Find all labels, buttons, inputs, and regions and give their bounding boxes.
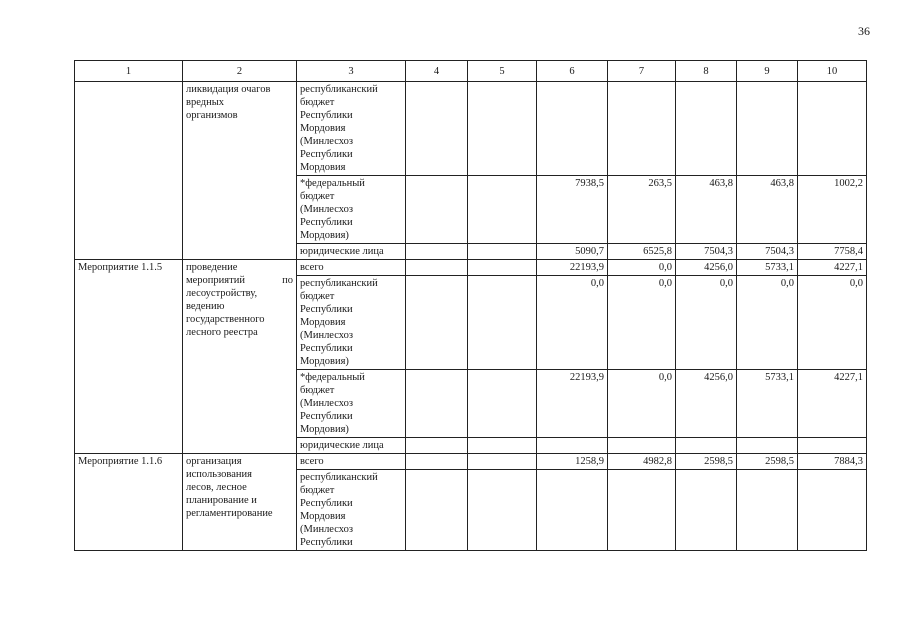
value-cell	[468, 82, 537, 176]
value-cell	[406, 470, 468, 551]
funding-source: всего	[297, 260, 406, 276]
value-cell: 463,8	[737, 176, 798, 244]
value-cell: 2598,5	[737, 454, 798, 470]
value-cell	[608, 438, 676, 454]
value-cell: 263,5	[608, 176, 676, 244]
header-cell: 4	[406, 61, 468, 82]
measure-label	[75, 82, 183, 260]
value-cell: 7758,4	[798, 244, 867, 260]
measure-name-word: мероприятий	[186, 275, 245, 286]
value-cell: 0,0	[798, 276, 867, 370]
measure-label: Мероприятие 1.1.6	[75, 454, 183, 551]
value-cell: 5090,7	[537, 244, 608, 260]
value-cell: 4256,0	[676, 370, 737, 438]
measure-name-line	[186, 274, 293, 287]
header-cell: 6	[537, 61, 608, 82]
measure-name: ликвидация очагов вредных организмов	[183, 82, 297, 260]
funding-source: республиканский бюджет Республики Мордовия (Минлесхоз Республики	[297, 470, 406, 551]
value-cell: 22193,9	[537, 370, 608, 438]
funding-source: юридические лица	[297, 438, 406, 454]
value-cell	[406, 244, 468, 260]
value-cell	[537, 82, 608, 176]
value-cell	[468, 276, 537, 370]
funding-source: республиканский бюджет Республики Мордовия (Минлесхоз Республики Мордовия	[297, 82, 406, 176]
value-cell	[468, 176, 537, 244]
value-cell	[406, 260, 468, 276]
value-cell	[737, 82, 798, 176]
value-cell	[468, 438, 537, 454]
value-cell	[798, 470, 867, 551]
value-cell: 7504,3	[737, 244, 798, 260]
table-row	[75, 82, 867, 176]
value-cell	[406, 454, 468, 470]
table-row	[75, 454, 867, 470]
funding-source: республиканский бюджет Республики Мордовия (Минлесхоз Республики Мордовия)	[297, 276, 406, 370]
measure-name-word: по	[282, 275, 293, 286]
value-cell	[406, 276, 468, 370]
value-cell: 1258,9	[537, 454, 608, 470]
funding-source: всего	[297, 454, 406, 470]
table-row	[75, 260, 867, 276]
header-row	[75, 61, 867, 82]
value-cell: 5733,1	[737, 260, 798, 276]
value-cell: 22193,9	[537, 260, 608, 276]
value-cell: 0,0	[737, 276, 798, 370]
value-cell: 0,0	[608, 260, 676, 276]
funding-source: *федеральный бюджет (Минлесхоз Республики Мордовия)	[297, 176, 406, 244]
measure-name-rest: лесоустройству, ведению государственного лесного реестра	[186, 288, 265, 338]
value-cell	[468, 370, 537, 438]
header-cell: 1	[75, 61, 183, 82]
value-cell: 4982,8	[608, 454, 676, 470]
header-cell: 2	[183, 61, 297, 82]
value-cell: 4227,1	[798, 260, 867, 276]
header-cell: 5	[468, 61, 537, 82]
value-cell	[406, 370, 468, 438]
value-cell	[468, 470, 537, 551]
header-cell: 7	[608, 61, 676, 82]
header-cell: 3	[297, 61, 406, 82]
value-cell	[608, 82, 676, 176]
value-cell	[468, 454, 537, 470]
funding-source: *федеральный бюджет (Минлесхоз Республики Мордовия)	[297, 370, 406, 438]
value-cell: 0,0	[608, 276, 676, 370]
measure-name	[183, 260, 297, 454]
value-cell	[676, 438, 737, 454]
value-cell	[608, 470, 676, 551]
value-cell	[737, 470, 798, 551]
value-cell: 5733,1	[737, 370, 798, 438]
value-cell: 6525,8	[608, 244, 676, 260]
header-cell: 10	[798, 61, 867, 82]
value-cell: 4227,1	[798, 370, 867, 438]
measure-name-line: проведение	[186, 262, 238, 273]
header-cell: 8	[676, 61, 737, 82]
value-cell: 4256,0	[676, 260, 737, 276]
value-cell: 0,0	[676, 276, 737, 370]
value-cell: 2598,5	[676, 454, 737, 470]
funding-source: юридические лица	[297, 244, 406, 260]
value-cell	[468, 260, 537, 276]
value-cell: 0,0	[537, 276, 608, 370]
value-cell	[406, 82, 468, 176]
value-cell: 0,0	[608, 370, 676, 438]
value-cell	[798, 438, 867, 454]
value-cell: 7884,3	[798, 454, 867, 470]
value-cell	[676, 470, 737, 551]
value-cell	[676, 82, 737, 176]
value-cell: 1002,2	[798, 176, 867, 244]
value-cell	[537, 438, 608, 454]
value-cell: 463,8	[676, 176, 737, 244]
value-cell	[537, 470, 608, 551]
value-cell	[798, 82, 867, 176]
measure-label: Мероприятие 1.1.5	[75, 260, 183, 454]
value-cell	[406, 438, 468, 454]
budget-table	[74, 60, 867, 551]
value-cell	[406, 176, 468, 244]
value-cell	[737, 438, 798, 454]
header-cell: 9	[737, 61, 798, 82]
measure-name: организация использования лесов, лесное планирование и регламентирование	[183, 454, 297, 551]
value-cell	[468, 244, 537, 260]
value-cell: 7938,5	[537, 176, 608, 244]
value-cell: 7504,3	[676, 244, 737, 260]
page-number: 36	[858, 24, 870, 38]
